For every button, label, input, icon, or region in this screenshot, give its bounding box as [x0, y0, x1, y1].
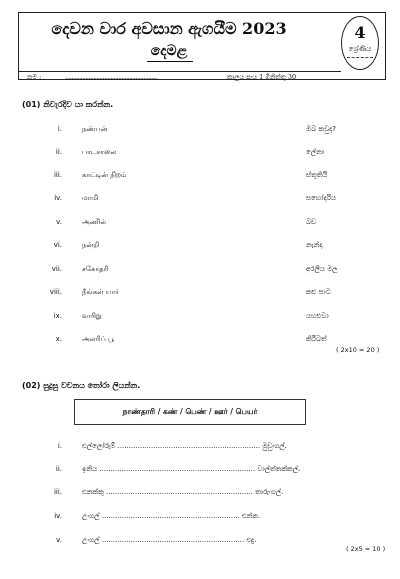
grade-badge [341, 16, 379, 70]
tamil-term: அலரிப் பூ [82, 335, 114, 343]
subject-title: දෙමළ [150, 43, 188, 59]
fill-blank-sentence: ඉනිය ...................................................................... වාල්ත්තක්කල්. [82, 465, 301, 473]
tamil-term: பாடசாலை [82, 148, 117, 156]
question-1-score: ( 2x10 = 20 ) [336, 346, 380, 354]
match-row [0, 125, 400, 139]
header-divider [19, 71, 341, 72]
fill-blank-row [0, 465, 400, 479]
word-choice-box: நாண்தாரி / கண் / பெண் / ஊர் / பெயர் [74, 399, 306, 425]
match-row [0, 265, 400, 279]
tamil-term: அணில் [82, 218, 107, 226]
sinhala-term: ස්තූතියි [306, 171, 328, 179]
match-row [0, 288, 400, 302]
fill-blank-row [0, 442, 400, 456]
grade-dashed-line [347, 57, 373, 58]
row-number: ix. [53, 312, 62, 320]
fill-blank-sentence: උංගල් .............................................................. එන්න. [82, 512, 261, 520]
row-number: i. [57, 442, 62, 450]
fill-blank-row [0, 512, 400, 526]
row-number: v. [56, 536, 62, 544]
row-number: vi. [53, 241, 62, 249]
fill-blank-sentence: එනක්කු .................................................................. තාරුංගල්. [82, 488, 284, 496]
question-1-heading: (01) නිවැරදිව යා කරන්න. [22, 100, 114, 109]
subject-underline [147, 61, 193, 62]
match-row [0, 241, 400, 255]
fill-blank-sentence: උංගල් ................................................................ එදු. [82, 536, 257, 544]
name-field: ........................................................... [65, 73, 158, 81]
grade-label: ශ්‍රේණිය [348, 45, 372, 53]
question-2-score: ( 2x5 = 10 ) [346, 545, 386, 553]
question-2-heading: (02) සුදුසු වචනය තෝරා ලියන්න. [22, 381, 141, 390]
exam-title: දෙවන වාර අවසාන ඇගයීම 2023 [51, 19, 287, 38]
sinhala-term: නැන්දා [306, 241, 323, 249]
sinhala-term: ලේනා [306, 148, 325, 156]
row-number: viii. [49, 288, 62, 296]
match-row [0, 148, 400, 162]
row-number: ii. [55, 148, 62, 156]
tamil-term: நன்றி [82, 241, 100, 249]
name-label: නම : [27, 73, 42, 81]
grade-number: 4 [354, 23, 366, 42]
fill-blank-sentence: එල්ලෝරුම් ................................................................ මුඩුංගල්. [82, 442, 287, 450]
row-number: i. [57, 125, 62, 133]
row-number: iii. [53, 488, 62, 496]
time-allowed: කාලය පැය 1 මිනිත්තු 30 [227, 73, 297, 81]
match-row [0, 218, 400, 232]
tamil-term: நீங்கள் யார் [82, 288, 119, 296]
match-row [0, 171, 400, 185]
row-number: v. [56, 218, 62, 226]
sinhala-term: සහෝදරිය [306, 194, 336, 202]
tamil-term: சகோதரி [82, 265, 109, 273]
row-number: iv. [54, 512, 62, 520]
tamil-term: நண்பன் [82, 125, 108, 133]
tamil-term: காட்டின் நிறம் [82, 171, 127, 179]
row-number: iii. [53, 171, 62, 179]
sinhala-term: කිරිබත් [306, 335, 327, 343]
match-row [0, 194, 400, 208]
row-number: x. [55, 335, 62, 343]
sinhala-term: බඩ [306, 218, 317, 226]
match-row [0, 312, 400, 326]
sinhala-term: ඔබ කවුද? [306, 125, 336, 133]
sinhala-term: අරලිය මල [306, 265, 338, 273]
sinhala-term: යහළුවා [306, 312, 329, 320]
fill-blank-row [0, 536, 400, 550]
fill-blank-row [0, 488, 400, 502]
row-number: iv. [54, 194, 62, 202]
row-number: ii. [55, 465, 62, 473]
sinhala-term: කළු පාට [306, 288, 331, 296]
tamil-term: வயிறு [82, 312, 102, 320]
exam-header [18, 12, 386, 80]
tamil-term: மாமி [82, 194, 99, 202]
row-number: vii. [51, 265, 62, 273]
